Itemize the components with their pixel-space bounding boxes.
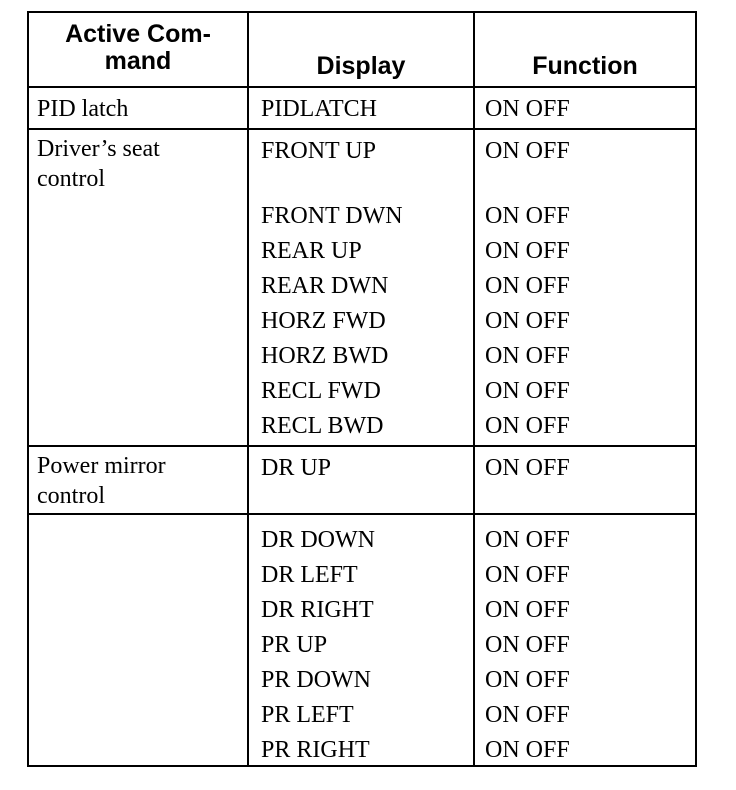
command-table [27,11,697,767]
display-text: FRONT UP [261,138,376,164]
display-text: REAR UP [261,238,362,264]
command-cell [29,447,249,513]
function-cell [475,88,695,128]
function-text: ON OFF [485,203,570,229]
display-text: PR UP [261,632,328,658]
header-active-command [29,13,249,86]
command-text: Power mirror [37,453,166,479]
table-header [29,13,695,88]
table-row [29,130,695,447]
table-row [29,447,695,515]
display-text: HORZ FWD [261,308,386,334]
display-text: PR DOWN [261,667,372,693]
display-cell [249,130,475,445]
function-text: ON OFF [485,273,570,299]
function-text: ON OFF [485,138,570,164]
command-text: control [37,166,105,192]
display-cell [249,88,475,128]
command-cell [29,88,249,128]
display-text: FRONT DWN [261,203,403,229]
header-active-command-line1: Active Com- [65,20,211,48]
command-text: control [37,483,105,509]
display-text: PR LEFT [261,702,354,728]
display-text: DR DOWN [261,527,375,553]
function-text: ON OFF [485,413,570,439]
function-cell [475,515,695,765]
table-row [29,88,695,130]
display-text: PIDLATCH [261,96,378,122]
display-text: DR UP [261,455,332,481]
table-row [29,515,695,765]
function-text: ON OFF [485,378,570,404]
display-text: REAR DWN [261,273,389,299]
function-text: ON OFF [485,308,570,334]
function-text: ON OFF [485,562,570,588]
function-text: ON OFF [485,238,570,264]
display-text: DR RIGHT [261,597,374,623]
function-text: ON OFF [485,527,570,553]
command-cell [29,130,249,445]
function-text: ON OFF [485,632,570,658]
function-text: ON OFF [485,702,570,728]
command-text: Driver’s seat [37,136,160,162]
function-cell [475,447,695,513]
display-text: PR RIGHT [261,737,370,763]
function-text: ON OFF [485,597,570,623]
function-text: ON OFF [485,96,570,122]
function-text: ON OFF [485,737,570,763]
display-text: RECL FWD [261,378,381,404]
header-active-command-line2: mand [104,47,172,75]
function-text: ON OFF [485,343,570,369]
display-text: HORZ BWD [261,343,389,369]
function-cell [475,130,695,445]
display-cell [249,447,475,513]
function-text: ON OFF [485,667,570,693]
command-text: PID latch [37,96,129,122]
function-text: ON OFF [485,455,570,481]
header-function: Function [532,52,638,80]
display-text: DR LEFT [261,562,358,588]
display-text: RECL BWD [261,413,384,439]
command-cell [29,515,249,765]
display-cell [249,515,475,765]
header-display: Display [249,13,475,86]
